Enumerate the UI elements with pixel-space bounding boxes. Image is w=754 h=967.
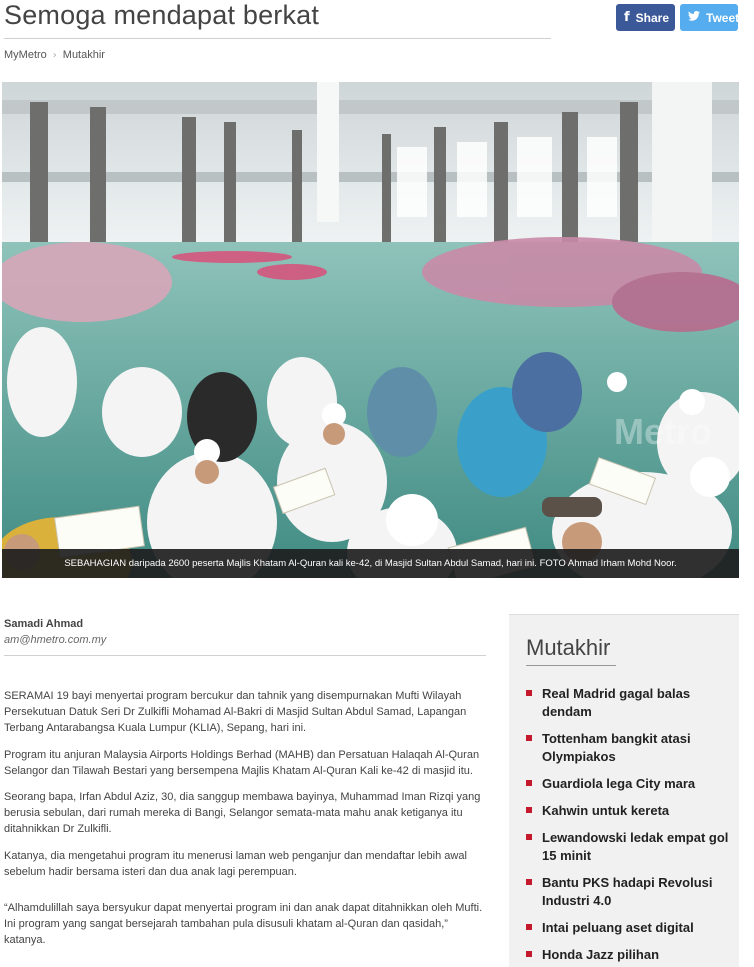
photo-watermark: Metro: [614, 411, 712, 452]
bullet-icon: [526, 834, 532, 840]
article-photo: [2, 82, 739, 578]
latest-news-item[interactable]: Lewandowski ledak empat gol 15 minit: [526, 829, 731, 865]
latest-news-item[interactable]: Real Madrid gagal balas dendam: [526, 685, 731, 721]
latest-news-item[interactable]: Tottenham bangkit atasi Olympiakos: [526, 730, 731, 766]
bullet-icon: [526, 924, 532, 930]
sidebar-heading: Mutakhir: [526, 635, 611, 660]
latest-news-item[interactable]: Kahwin untuk kereta: [526, 802, 731, 820]
latest-news-list: [526, 685, 731, 967]
breadcrumb-home-link[interactable]: MyMetro: [4, 49, 47, 61]
author-name: Samadi Ahmad: [4, 618, 84, 630]
article-paragraph: SERAMAI 19 bayi menyertai program bercukur dan tahnik yang disempurnakan Mufti Wilayah Persekutuan Datuk Seri Dr Zulkifli Mohamad Al-Bakri di Masjid Sultan Abdul Samad, Lapangan Terbang Antarabangsa Kuala Lumpur (KLIA), Sepang, hari ini.: [4, 690, 467, 735]
latest-news-sidebar: [509, 614, 739, 967]
mosque-photo-illustration: [2, 82, 739, 578]
photo-caption: SEBAHAGIAN daripada 2600 peserta Majlis Khatam Al-Quran kali ke-42, di Masjid Sultan Abdul Samad, hari ini. FOTO Ahmad Irham Mohd Noor.: [2, 549, 739, 578]
bullet-icon: [526, 951, 532, 957]
article-title: Semoga mendapat berkat: [4, 0, 320, 30]
article-paragraph: “Alhamdulillah saya bersyukur dapat menyertai program ini dan anak dapat ditahnikkan oleh Mufti. Ini program yang sangat bersejarah tambahan pula disusuli khatam al-Quran dan qasidah,” katanya.: [4, 902, 483, 947]
breadcrumb-section-link[interactable]: Mutakhir: [62, 49, 105, 61]
facebook-icon: f: [624, 10, 630, 25]
article-paragraph: Katanya, dia mengetahui program itu menerusi laman web penganjur dan mendaftar lebih awal sebelum hadir bersama isteri dan dua anak lagi perempuan.: [4, 849, 467, 878]
facebook-share-label: Share: [635, 10, 670, 25]
latest-news-item[interactable]: Guardiola lega City mara: [526, 775, 731, 793]
latest-news-item[interactable]: Honda Jazz pilihan: [526, 946, 731, 964]
article-body: [4, 688, 488, 959]
bullet-icon: [526, 879, 532, 885]
bullet-icon: [526, 780, 532, 786]
twitter-icon: [688, 10, 700, 25]
bullet-icon: [526, 690, 532, 696]
article-paragraph: Program itu anjuran Malaysia Airports Holdings Berhad (MAHB) dan Persatuan Halaqah Al-Quran Selangor dan Tilawah Bestari yang bersempena Majlis Khatam Al-Quran Kali ke-42 di masjid itu.: [4, 748, 480, 777]
breadcrumb: [4, 49, 105, 61]
title-divider: [4, 38, 551, 39]
facebook-share-button[interactable]: [616, 4, 675, 31]
bullet-icon: [526, 735, 532, 741]
twitter-share-label: Tweet: [706, 10, 740, 25]
latest-news-item[interactable]: Intai peluang aset digital: [526, 919, 731, 937]
twitter-share-button[interactable]: [680, 4, 738, 31]
chevron-right-icon: ›: [52, 49, 57, 61]
article-paragraph: Seorang bapa, Irfan Abdul Aziz, 30, dia sanggup membawa bayinya, Muhammad Iman Rizqi yang berusia sebulan, dari rumah mereka di Bangi, Selangor semata-mata mahu anak ketiganya itu ditahnikkan Dr Zulkifli.: [4, 791, 481, 836]
author-divider: [4, 655, 486, 656]
latest-news-item[interactable]: Bantu PKS hadapi Revolusi Industri 4.0: [526, 874, 731, 910]
sidebar-heading-divider: [526, 665, 616, 666]
author-email: am@hmetro.com.my: [4, 634, 107, 646]
bullet-icon: [526, 807, 532, 813]
